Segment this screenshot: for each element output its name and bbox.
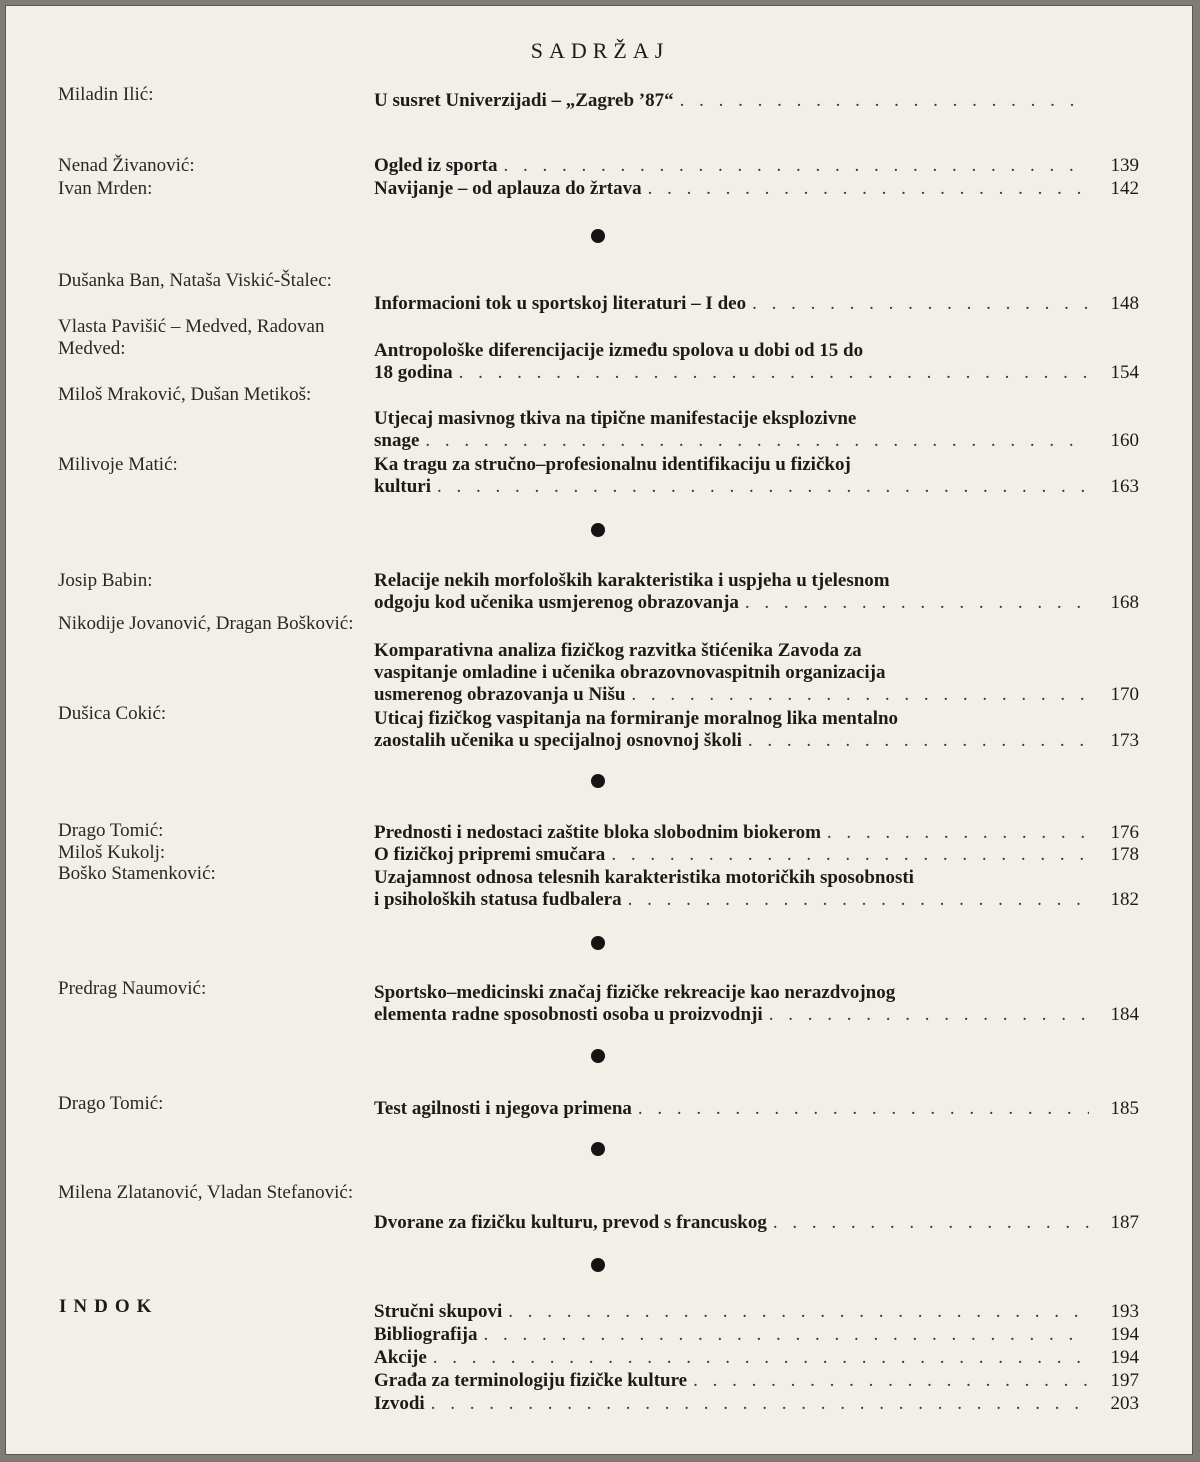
entry-title-line: Prednosti i nedostaci zaštite bloka slobodnim biokerom — [374, 822, 821, 843]
entry-page-number: 178 — [1110, 844, 1139, 865]
indok-item-page: 197 — [1110, 1370, 1139, 1391]
entry-author: Miloš Mraković, Dušan Metikoš: — [58, 384, 312, 405]
entry-author: Nikodije Jovanović, Dragan Bošković: — [58, 613, 354, 634]
dot-leader — [483, 1324, 1089, 1346]
section-bullet — [591, 229, 605, 243]
entry-page-number: 173 — [1110, 730, 1139, 751]
dot-leader — [437, 476, 1089, 498]
entry-page-number: 184 — [1110, 1004, 1139, 1025]
dot-leader — [459, 362, 1089, 384]
dot-leader — [433, 1347, 1089, 1369]
entry-author: Boško Stamenković: — [58, 863, 216, 884]
entry-title-line: 18 godina — [374, 362, 453, 383]
entry-author: Drago Tomić: — [58, 820, 164, 841]
entry-title-line: Dvorane za fizičku kulturu, prevod s francuskog — [374, 1212, 767, 1233]
section-bullet — [591, 1142, 605, 1156]
entry-title-line: usmerenog obrazovanja u Nišu — [374, 684, 626, 705]
entry-title — [374, 867, 1139, 911]
dot-leader — [611, 844, 1089, 866]
entry-title-line: kulturi — [374, 476, 432, 497]
indok-item-title: Stručni skupovi — [374, 1301, 503, 1322]
indok-item — [374, 1324, 1139, 1346]
entry-title-line: elementa radne sposobnosti osoba u proizvodnji — [374, 1004, 763, 1025]
entry-title-line: Komparativna analiza fizičkog razvitka štićenika Zavoda za — [374, 640, 862, 661]
section-bullet — [591, 523, 605, 537]
entry-title-line: zaostalih učenika u specijalnoj osnovnoj školi — [374, 730, 742, 751]
indok-item — [374, 1393, 1139, 1415]
dot-leader — [693, 1370, 1089, 1392]
entry-author: Milivoje Matić: — [58, 454, 178, 475]
indok-item-page: 193 — [1110, 1301, 1139, 1322]
entry-title — [374, 1212, 1139, 1234]
dot-leader — [752, 293, 1089, 315]
entry-author: Dušanka Ban, Nataša Viskić-Štalec: — [58, 270, 332, 291]
indok-item — [374, 1347, 1139, 1369]
entry-author: Predrag Naumović: — [58, 978, 207, 999]
dot-leader — [745, 592, 1089, 614]
dot-leader — [638, 1098, 1089, 1120]
dot-leader — [827, 822, 1089, 844]
dot-leader — [628, 889, 1089, 911]
section-bullet — [591, 936, 605, 950]
entry-title-line: Relacije nekih morfoloških karakteristika i uspjeha u tjelesnom — [374, 570, 890, 591]
entry-title — [374, 178, 1139, 200]
entry-page-number: 163 — [1110, 476, 1139, 497]
entry-page-number: 182 — [1110, 889, 1139, 910]
entry-page-number: 160 — [1110, 430, 1139, 451]
entry-title-line: Informacioni tok u sportskoj literaturi – I deo — [374, 293, 747, 314]
entry-title-line: Ka tragu za stručno–profesionalnu identifikaciju u fizičkoj — [374, 454, 851, 475]
entry-title-line: snage — [374, 430, 420, 451]
entry-title — [374, 293, 1139, 315]
entry-title — [374, 408, 1139, 452]
dot-leader — [431, 1393, 1089, 1415]
entry-page-number: 176 — [1110, 822, 1139, 843]
entry-title — [374, 844, 1139, 866]
dot-leader — [504, 155, 1090, 177]
entry-author: Vlasta Pavišić – Medved, Radovan Medved: — [58, 316, 325, 359]
entry-title-line: Uticaj fizičkog vaspitanja na formiranje moralnog lika mentalno — [374, 708, 899, 729]
page-title: SADRŽAJ — [530, 38, 670, 63]
entry-title-line: vaspitanje omladine i učenika obrazovnovaspitnih organizacija — [374, 662, 886, 683]
entry-title-line: Utjecaj masivnog tkiva na tipične manifestacije eksplozivne — [374, 408, 857, 429]
entry-title — [374, 340, 1139, 384]
entry-page-number: 170 — [1110, 684, 1139, 705]
entry-title-line: Uzajamnost odnosa telesnih karakteristika motoričkih sposobnosti — [374, 867, 914, 888]
indok-item-title: Akcije — [374, 1347, 427, 1368]
entry-title — [374, 454, 1139, 498]
section-bullet — [591, 1049, 605, 1063]
entry-title — [374, 1098, 1139, 1120]
entry-title-line: Antropološke diferencijacije između spolova u dobi od 15 do — [374, 340, 864, 361]
dot-leader — [748, 730, 1089, 752]
dot-leader — [648, 178, 1089, 200]
entry-title — [374, 640, 1139, 706]
entry-title-line: O fizičkoj pripremi smučara — [374, 844, 606, 865]
dot-leader — [508, 1301, 1089, 1323]
entry-title-line: Ogled iz sporta — [374, 155, 498, 176]
entry-title-line: Navijanje – od aplauza do žrtava — [374, 178, 642, 199]
entry-author: Josip Babin: — [58, 570, 153, 591]
indok-item-title: Bibliografija — [374, 1324, 478, 1345]
entry-title — [374, 570, 1139, 614]
indok-item-page: 203 — [1110, 1393, 1139, 1414]
entry-title — [374, 982, 1139, 1026]
entry-page-number: 139 — [1110, 155, 1139, 176]
entry-author: Miladin Ilić: — [58, 84, 154, 105]
dot-leader — [680, 90, 1089, 112]
entry-author: Milena Zlatanović, Vladan Stefanović: — [58, 1182, 354, 1203]
indok-item — [374, 1301, 1139, 1323]
indok-item-title: Građa za terminologiju fizičke kulture — [374, 1370, 688, 1391]
entry-title-line: i psiholoških statusa fudbalera — [374, 889, 622, 910]
entry-title-line: Test agilnosti i njegova primena — [374, 1098, 632, 1119]
dot-leader — [773, 1212, 1089, 1234]
indok-heading: INDOK — [59, 1296, 159, 1317]
indok-item-page: 194 — [1110, 1324, 1139, 1345]
dot-leader — [769, 1004, 1089, 1026]
dot-leader — [425, 430, 1089, 452]
entry-page-number: 187 — [1110, 1212, 1139, 1233]
indok-item-title: Izvodi — [374, 1393, 425, 1414]
entry-title-line: U susret Univerzijadi – „Zagreb ’87“ — [374, 90, 674, 111]
entry-author: Nenad Živanović: — [58, 155, 195, 176]
indok-item-page: 194 — [1110, 1347, 1139, 1368]
indok-item — [374, 1370, 1139, 1392]
contents-page — [5, 5, 1193, 1455]
entry-title-line: Sportsko–medicinski značaj fizičke rekreacije kao nerazdvojnog — [374, 982, 896, 1003]
entry-author: Drago Tomić: — [58, 1093, 164, 1114]
entry-title — [374, 822, 1139, 844]
entry-author: Miloš Kukolj: — [58, 842, 166, 863]
entry-title — [374, 90, 1139, 112]
entry-title — [374, 155, 1139, 177]
dot-leader — [631, 684, 1089, 706]
entry-page-number: 142 — [1110, 178, 1139, 199]
entry-page-number: 148 — [1110, 293, 1139, 314]
entry-title — [374, 708, 1139, 752]
entry-author: Dušica Cokić: — [58, 703, 167, 724]
section-bullet — [591, 774, 605, 788]
entry-author: Ivan Mrden: — [58, 178, 153, 199]
entry-page-number: 168 — [1110, 592, 1139, 613]
entry-page-number: 154 — [1110, 362, 1139, 383]
section-bullet — [591, 1258, 605, 1272]
entry-title-line: odgoju kod učenika usmjerenog obrazovanja — [374, 592, 739, 613]
entry-page-number: 185 — [1110, 1098, 1139, 1119]
